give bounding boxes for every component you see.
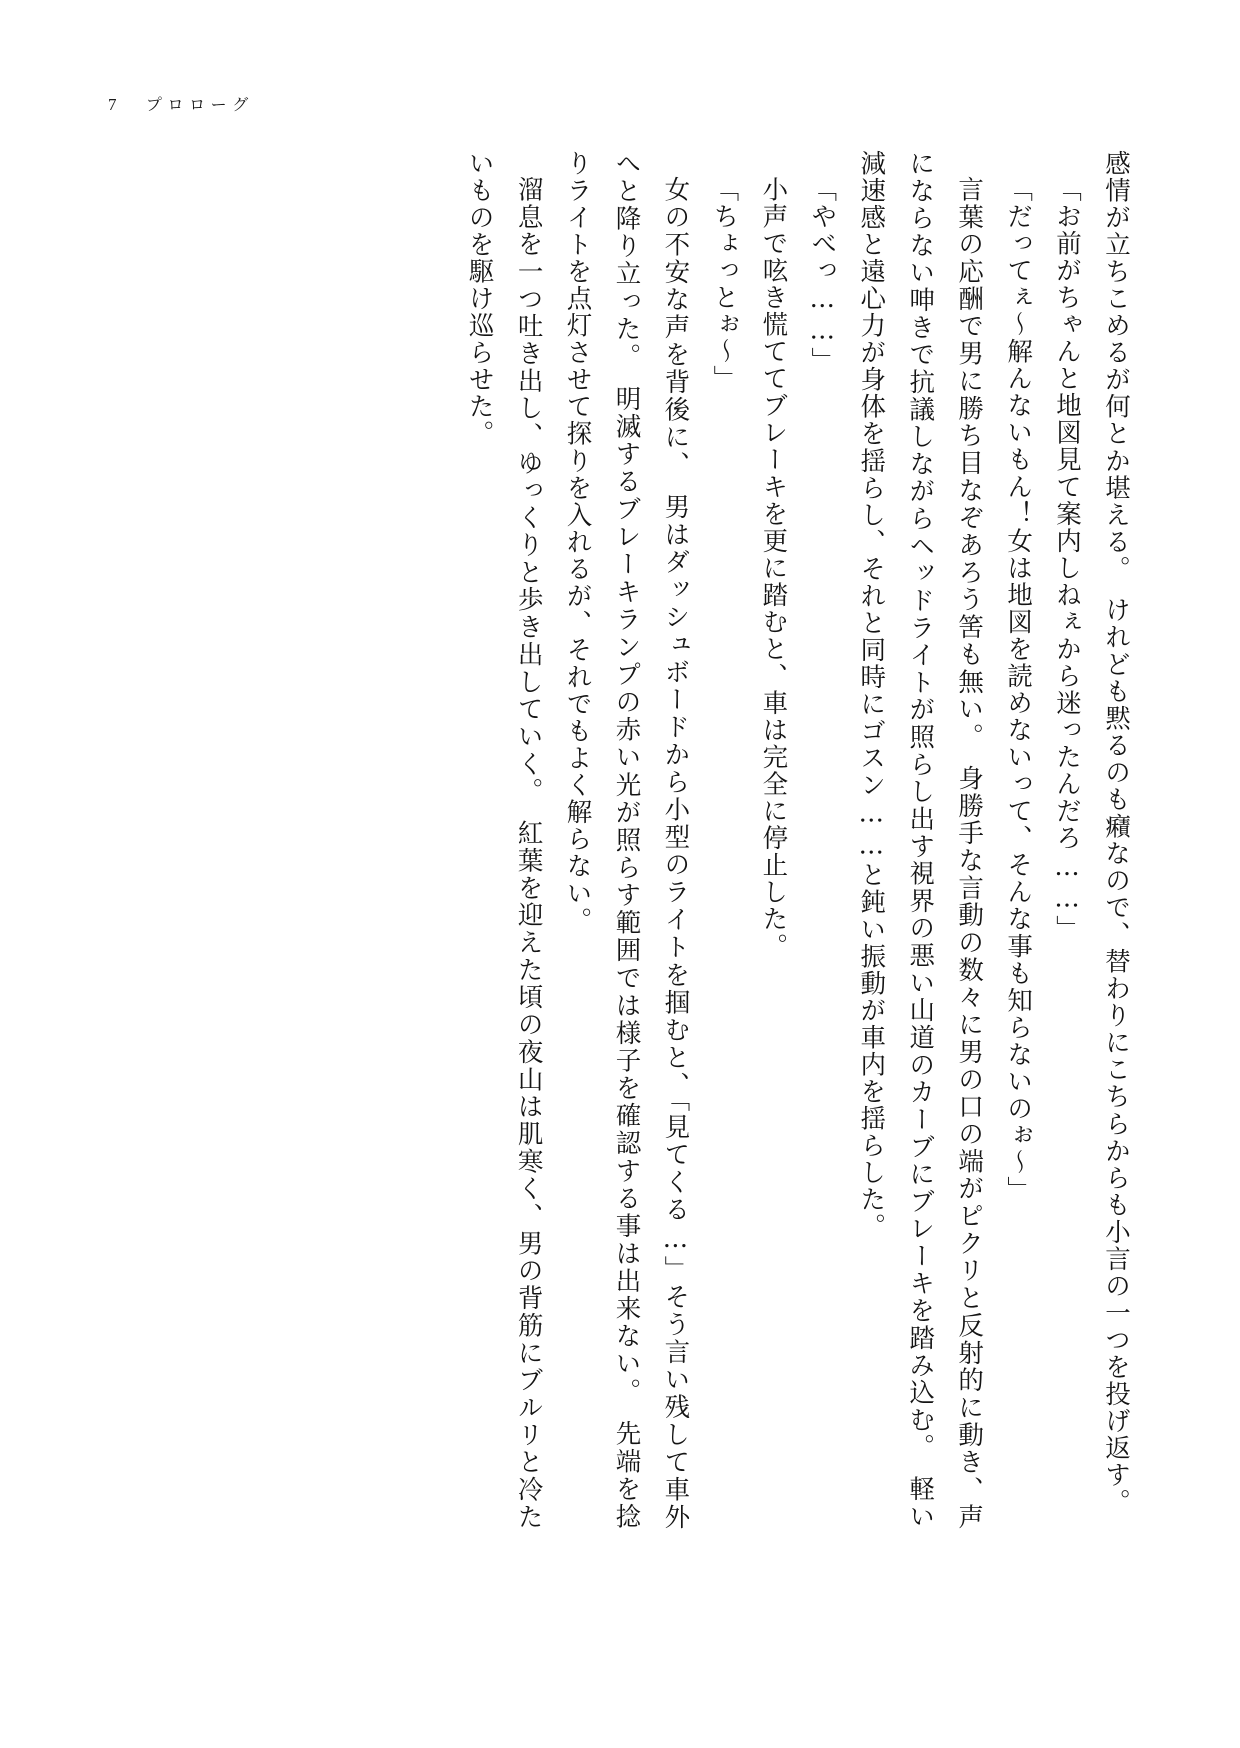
page-number: 7: [108, 95, 118, 114]
paragraph: 「やべっ……」: [807, 175, 838, 374]
paragraph: 女の不安な声を背後に、 男はダッシュボードから小型のライトを掴むと、「見てくる…」そう言い残して車外へと降り立った。 明滅するブレーキランプの赤い光が照らす範囲では様子を確認する事は出来ない。 先端を捻りライトを点灯させて探りを入れるが、それでもよく解らない。: [562, 150, 691, 1530]
chapter-title: プロローグ: [145, 95, 254, 114]
paragraph: 言葉の応酬で男に勝ち目なぞあろう筈も無い。 身勝手な言動の数々に男の口の端がピクリと反射的に動き、声にならない呻きで抗議しながらヘッドライトが照らし出す視界の悪い山道のカーブにブレーキを踏み込む。 軽い減速感と遠心力が身体を揺らし、それと同時にゴスン……と鈍い振動が車内を揺らした。: [856, 150, 985, 1531]
running-header: [108, 92, 254, 115]
paragraph: 「だってぇ～解んないもん！女は地図を読めないって、そんな事も知らないのぉ～」: [1003, 175, 1034, 1203]
paragraph: 溜息を一つ吐き出し、ゆっくりと歩き出していく。 紅葉を迎えた頃の夜山は肌寒く、男の背筋にブルリと冷たいものを駆け巡らせた。: [464, 150, 544, 1530]
paragraph: 「お前がちゃんと地図見て案内しねぇから迷ったんだろ……」: [1052, 175, 1083, 942]
paragraph: 小声で呟き慌ててブレーキを更に踏むと、車は完全に停止した。: [758, 175, 789, 960]
paragraph: 感情が立ちこめるが何とか堪える。 けれども黙るのも癪なので、替わりにこちらからも小言の一つを投げ返す。: [1101, 150, 1131, 1516]
paragraph: 「ちょっとぉ～」: [709, 175, 740, 392]
body-text-vertical: [240, 150, 1140, 1530]
